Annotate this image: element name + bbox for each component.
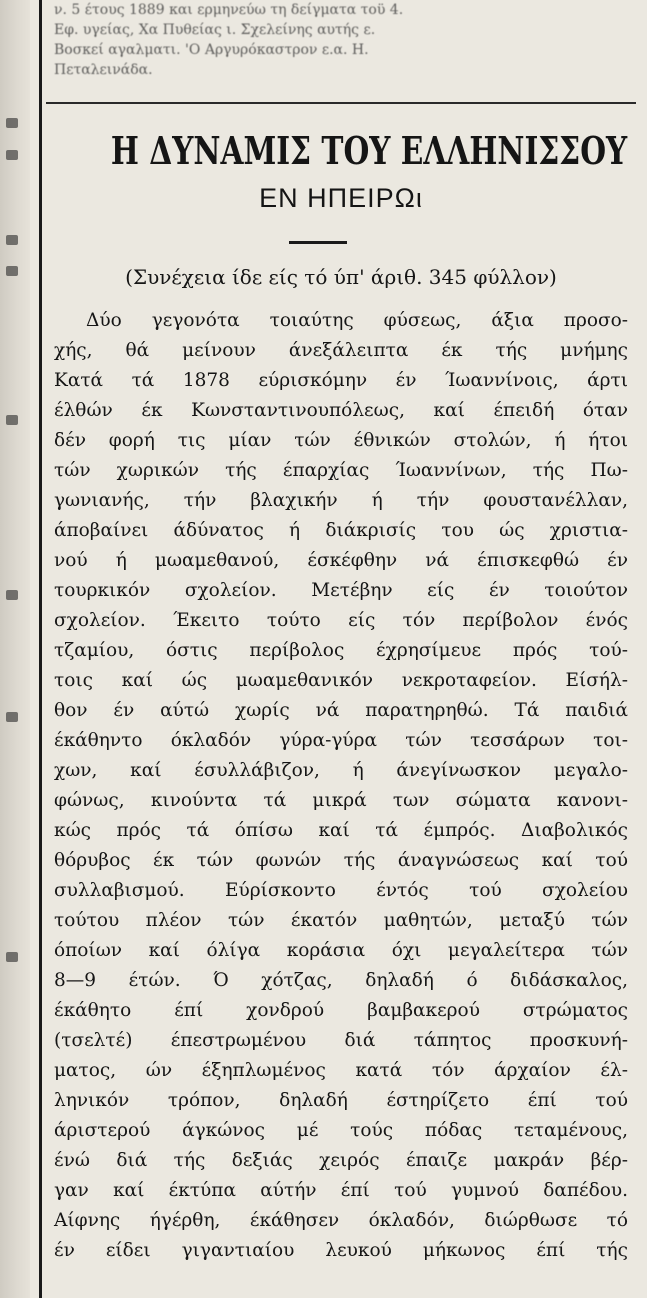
body-line: όποίων καί όλίγα κοράσια όχι μεγαλείτερα τών — [54, 940, 628, 961]
edge-glyph — [6, 952, 18, 962]
body-line: ματος, ών έξηπλωμένος κατά τόν άρχαίον έλ- — [54, 1060, 628, 1081]
edge-glyph — [6, 235, 18, 245]
body-line: τούτου πλέον τών έκατόν μαθητών, μεταξύ τών — [54, 910, 628, 931]
edge-glyph — [6, 118, 18, 128]
body-line: έν είδει γιγαντιαίου λευκού μήκωνος έπί τής — [54, 1240, 628, 1261]
edge-glyph — [6, 712, 18, 722]
fragment-line: ν. 5 έτους 1889 και ερμηνεύω τη δείγματα τοϋ 4. — [54, 2, 404, 18]
body-line: ληνικόν τρόπον, δηλαδή έστηρίζετο έπί τού — [54, 1090, 628, 1111]
body-line: δέν φορή τις μίαν τών έθνικών στολών, ή ήτοι — [54, 430, 628, 451]
body-line: χής, θά μείνουν άνεξάλειπτα έκ τής μνήμης — [54, 340, 628, 361]
column-rule — [39, 0, 42, 1298]
body-line: ένώ διά τής δεξιάς χειρός έπαιζε μακράν βέρ- — [54, 1150, 628, 1171]
edge-glyph — [6, 590, 18, 600]
body-line: τουρκικόν σχολείον. Μετέβην είς έν τοιούτον — [54, 580, 628, 601]
body-line: άποβαίνει άδύνατος ή διάκρισίς του ώς χριστια- — [54, 520, 628, 541]
body-line: έλθών έκ Κωνσταντινουπόλεως, καί έπειδή όταν — [54, 400, 628, 421]
body-line: έκάθητο έπί χονδρού βαμβακερού στρώματος — [54, 1000, 628, 1021]
body-line: (τσελτέ) έπεστρωμένου διά τάπητος προσκυνή- — [54, 1030, 628, 1051]
edge-glyph — [6, 266, 18, 276]
headline-rule — [289, 241, 347, 244]
fragment-line: Εφ. υγείας, Χα Πυθείας ι. Σχελείνης αυτής ε. — [54, 22, 376, 38]
body-line: τών χωρικών τής έπαρχίας Ίωαννίνων, τής Πω- — [54, 460, 628, 481]
body-line: φώνως, κινούντα τά μικρά των σώματα κανονι- — [54, 790, 628, 811]
body-line: τοις καί ώς μωαμεθανικόν νεκροταφείον. Είσήλ- — [54, 670, 628, 691]
article-headline: Η ΔΥΝΑΜΙΣ ΤΟΥ ΕΛΛΗΝΙΣΣΟΥ — [110, 128, 628, 173]
body-line: έκάθηντο όκλαδόν γύρα-γύρα τών τεσσάρων τοι- — [54, 730, 628, 751]
article-body — [54, 306, 628, 1266]
body-line: άριστερού άγκώνος μέ τούς πόδας τεταμένους, — [54, 1120, 628, 1141]
body-line: τζαμίου, όστις περίβολος έχρησίμευε πρός τού- — [54, 640, 628, 661]
body-line: νού ή μωαμεθανού, έσκέφθην νά έπισκεφθώ έν — [54, 550, 628, 571]
body-line: σχολείον. Έκειτο τούτο είς τόν περίβολον ένός — [54, 610, 628, 631]
previous-article-fragment — [54, 0, 614, 92]
edge-glyph — [6, 415, 18, 425]
article-subheadline: ΕΝ ΗΠΕΙΡΩι — [259, 183, 423, 213]
body-line: Κατά τά 1878 εύρισκόμην έν Ίωαννίνοις, άρτι — [54, 370, 628, 391]
edge-glyph — [6, 150, 18, 160]
body-line: Αίφνης ήγέρθη, έκάθησεν όκλαδόν, διώρθωσε τό — [54, 1210, 628, 1231]
body-line: κώς πρός τά όπίσω καί τά έμπρός. Διαβολικός — [54, 820, 628, 841]
body-line: γωνιανής, τήν βλαχικήν ή τήν φουστανέλλαν, — [54, 490, 628, 511]
body-line: γαν καί έκτύπα αύτήν έπί τού γυμνού δαπέδου. — [54, 1180, 628, 1201]
body-line: θον έν αύτώ χωρίς νά παρατηρηθώ. Τά παιδιά — [54, 700, 628, 721]
continuation-note: (Συνέχεια ίδε είς τό ύπ' άριθ. 345 φύλλον) — [125, 265, 557, 289]
body-line: χων, καί έσυλλάβιζον, ή άνεγίνωσκον μεγαλο- — [54, 760, 628, 781]
body-line: συλλαβισμού. Εύρίσκοντο έντός τού σχολείου — [54, 880, 628, 901]
body-line: 8—9 έτών. Ό χότζας, δηλαδή ό διδάσκαλος, — [54, 970, 628, 991]
body-line: Δύο γεγονότα τοιαύτης φύσεως, άξια προσο- — [86, 310, 628, 331]
body-line: θόρυβος έκ τών φωνών τής άναγνώσεως καί τού — [54, 850, 628, 871]
fragment-line: Βοσκεί αγαλματι. 'Ο Αργυρόκαστρον ε.α. Η. — [54, 42, 369, 58]
adjacent-column-edge — [0, 0, 30, 1298]
section-divider — [46, 102, 636, 104]
fragment-line: Πεταλεινάδα. — [54, 62, 153, 78]
